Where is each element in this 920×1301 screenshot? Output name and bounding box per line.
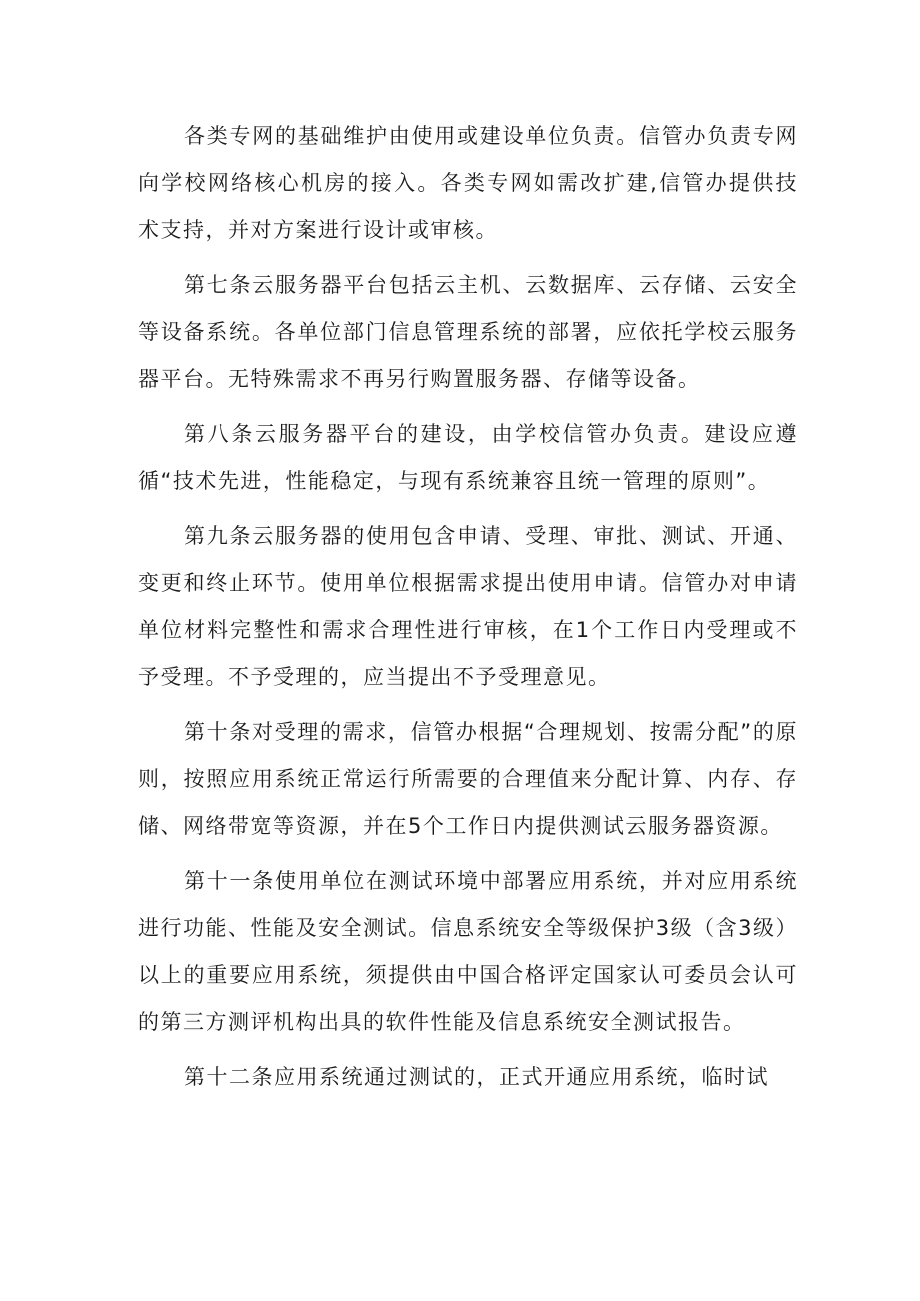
paragraph-article-9: 第九条云服务器的使用包含申请、受理、审批、测试、开通、变更和终止环节。使用单位根据需求提出使用申请。信管办对申请单位材料完整性和需求合理性进行审核，在1个工作日内受理或不予受理。不予受理的，应当提出不予受理意见。 (138, 524, 798, 689)
paragraph-article-10: 第十条对受理的需求，信管办根据“合理规划、按需分配”的原则，按照应用系统正常运行所需要的合理值来分配计算、内存、存储、网络带宽等资源，并在5个工作日内提供测试云服务器资源。 (138, 720, 798, 838)
paragraph-network-maintenance: 各类专网的基础维护由使用或建设单位负责。信管办负责专网向学校网络核心机房的接入。各类专网如需改扩建,信管办提供技术支持，并对方案进行设计或审核。 (138, 124, 798, 242)
paragraph-article-12: 第十二条应用系统通过测试的，正式开通应用系统，临时试 (184, 1065, 769, 1089)
paragraph-article-7: 第七条云服务器平台包括云主机、云数据库、云存储、云安全等设备系统。各单位部门信息管理系统的部署，应依托学校云服务器平台。无特殊需求不再另行购置服务器、存储等设备。 (138, 273, 798, 391)
paragraph-article-11: 第十一条使用单位在测试环境中部署应用系统，并对应用系统进行功能、性能及安全测试。信息系统安全等级保护3级（含3级）以上的重要应用系统，须提供由中国合格评定国家认可委员会认可的第三方测评机构出具的软件性能及信息系统安全测试报告。 (138, 869, 798, 1034)
document-body (138, 113, 798, 1109)
paragraph-article-8: 第八条云服务器平台的建设，由学校信管办负责。建设应遵循“技术先进，性能稳定，与现有系统兼容且统一管理的原则”。 (138, 422, 798, 493)
